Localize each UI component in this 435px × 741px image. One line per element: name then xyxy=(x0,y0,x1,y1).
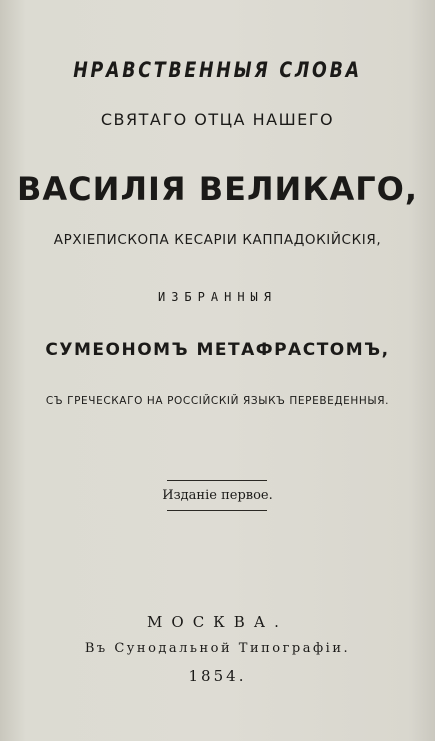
author-title: АРХІЕПИСКОПА КЕСАРІИ КАППАДОКІЙСКІЯ, xyxy=(53,232,382,248)
selected-label: ИЗБРАННЫЯ xyxy=(157,290,278,304)
edition-rule-bottom xyxy=(167,510,267,511)
imprint-year: 1854. xyxy=(188,667,247,685)
edition-rule-top xyxy=(167,480,267,481)
author-name: ВАСИЛІЯ ВЕЛИКАГО, xyxy=(17,170,418,208)
translation-note: СЪ ГРЕЧЕСКАГО НА РОССІЙСКІЙ ЯЗЫКЪ ПЕРЕВЕДЕННЫЯ. xyxy=(45,395,390,407)
compiler-name: СУМЕОНОМЪ МЕТАФРАСТОМЪ, xyxy=(45,340,390,360)
title-line-1: НРАВСТВЕННЫЯ СЛОВА xyxy=(73,58,362,82)
imprint-city: МОСКВА. xyxy=(147,613,288,631)
title-line-2: СВЯТАГО ОТЦА НАШЕГО xyxy=(100,110,335,129)
edition-label: Изданіе первое. xyxy=(162,488,273,503)
imprint-printer: Въ Сунодальной Типографіи. xyxy=(84,641,351,656)
